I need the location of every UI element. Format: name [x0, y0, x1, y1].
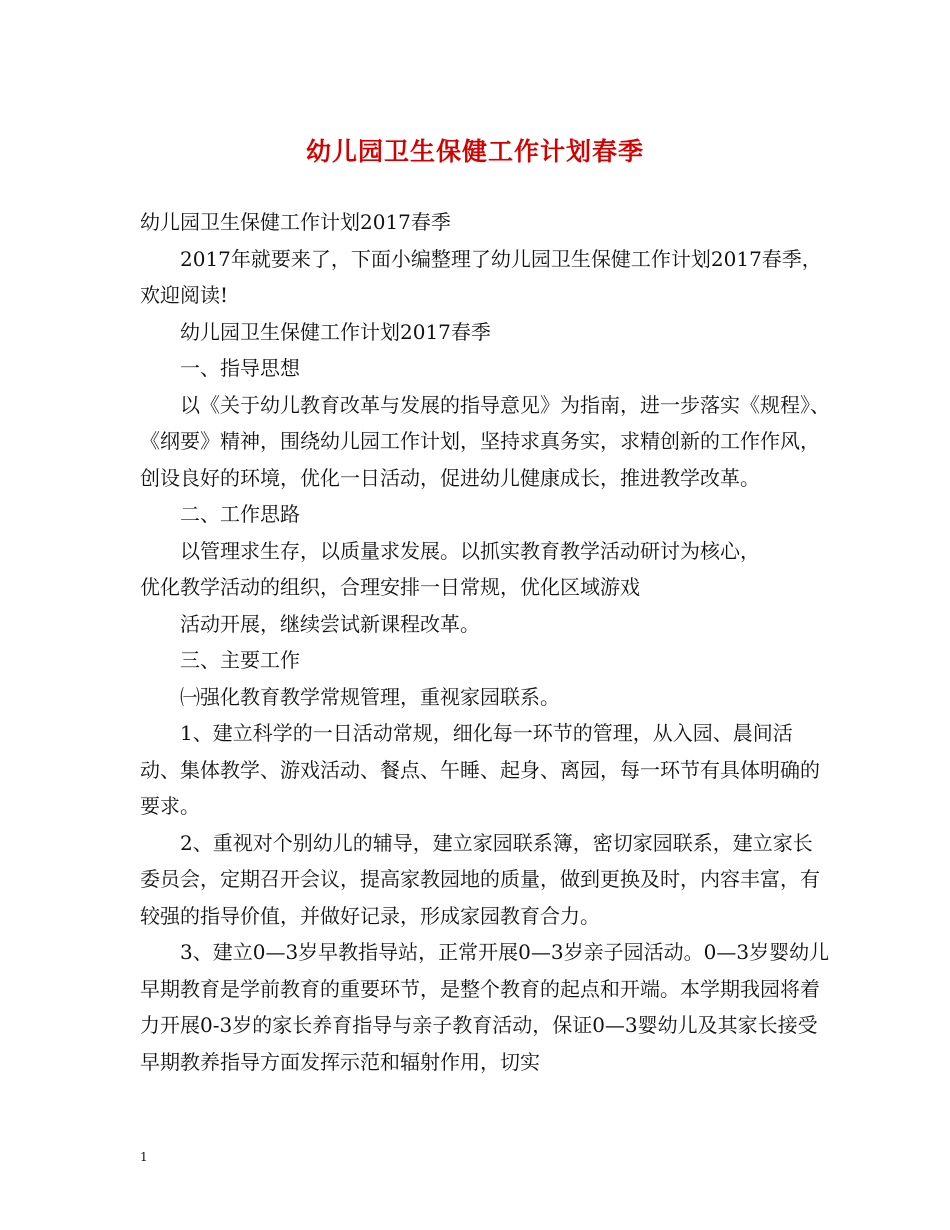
- paragraph: 优化教学活动的组织，合理安排一日常规，优化区域游戏: [140, 575, 640, 599]
- paragraph: 2、重视对个别幼儿的辅导，建立家园联系簿，密切家园联系，建立家长委员会，定期召开会议，提高家教园地的质量，做到更换及时，内容丰富，有较强的指导价值，并做好记录，形成家园教育合力。: [140, 830, 820, 928]
- paragraph: 2017年就要来了，下面小编整理了幼儿园卫生保健工作计划2017春季，欢迎阅读!: [140, 246, 822, 307]
- paragraph: 三、主要工作: [180, 648, 300, 672]
- paragraph: 二、工作思路: [180, 502, 300, 526]
- paragraph: 以管理求生存，以质量求发展。以抓实教育教学活动研讨为核心，: [180, 538, 760, 563]
- paragraph: 1、建立科学的一日活动常规，细化每一环节的管理，从入园、晨间活动、集体教学、游戏活动、餐点、午睡、起身、离园，每一环节有具体明确的要求。: [140, 721, 820, 818]
- paragraph: 3、建立0—3岁早教指导站，正常开展0—3岁亲子园活动。0—3岁婴幼儿早期教育是学前教育的重要环节，是整个教育的起点和开端。本学期我园将着力开展0-3岁的家长养育指导与亲子教育活动，保证0—3婴幼儿及其家长接受早期教养指导方面发挥示范和辐射作用，切实: [140, 940, 830, 1074]
- document-body: [140, 204, 830, 1080]
- paragraph: 活动开展，继续尝试新课程改革。: [180, 611, 480, 636]
- document-title: 幼儿园卫生保健工作计划春季: [305, 137, 644, 166]
- paragraph: ㈠强化教育教学常规管理，重视家园联系。: [180, 684, 560, 709]
- paragraph: 幼儿园卫生保健工作计划2017春季: [180, 319, 491, 344]
- paragraph: 幼儿园卫生保健工作计划2017春季: [140, 210, 451, 234]
- paragraph: 一、指导思想: [180, 356, 300, 380]
- page-number: 1: [140, 1150, 148, 1164]
- paragraph: 以《关于幼儿教育改革与发展的指导意见》为指南，进一步落实《规程》、《纲要》精神，围绕幼儿园工作计划，坚持求真务实，求精创新的工作作风，创设良好的环境，优化一日活动，促进幼儿健康成长，推进教学改革。: [140, 392, 830, 490]
